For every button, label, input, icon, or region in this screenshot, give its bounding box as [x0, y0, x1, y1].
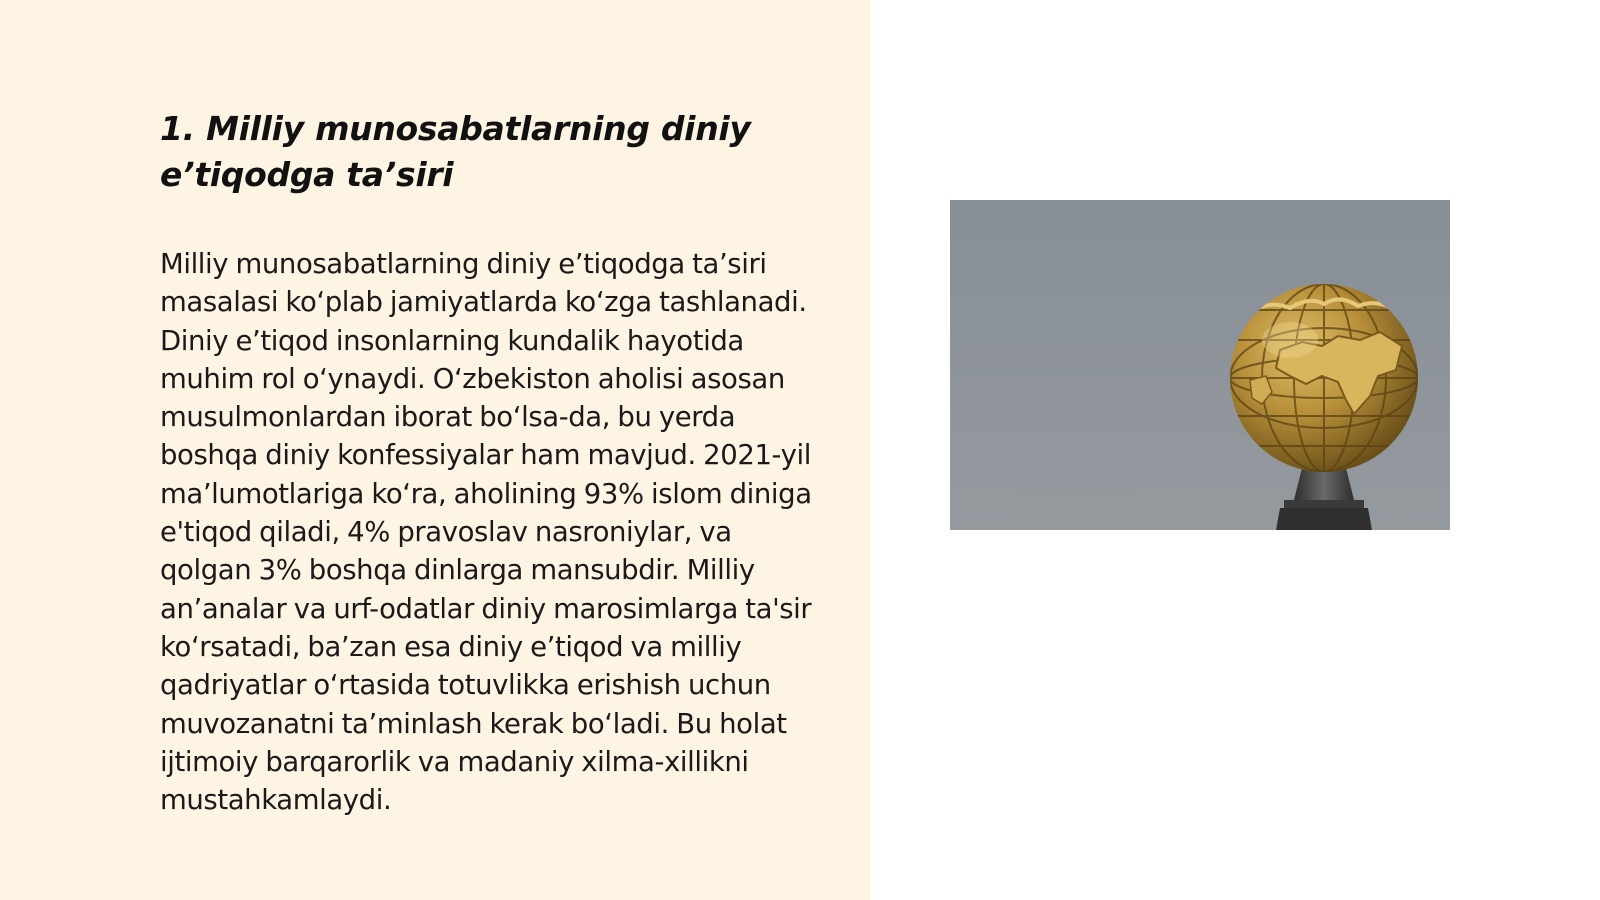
slide-body-text: Milliy munosabatlarning diniy e’tiqodga ta’siri masalasi ko‘plab jamiyatlarda ko‘zga tashlanadi. Diniy e’tiqod insonlarning kundalik hayotida muhim rol o‘ynaydi. O‘zbekiston aholisi asosan musulmonlardan iborat bo‘lsa-da, bu yerda boshqa diniy konfessiyalar ham mavjud. 2021-yil ma’lumotlariga ko‘ra, aholining 93% islom diniga e'tiqod qiladi, 4% pravoslav nasroniylar, va qolgan 3% boshqa dinlarga mansubdir. Milliy an’analar va urf-odatlar diniy marosimlarga ta'sir ko‘rsatadi, ba’zan esa diniy e’tiqod va milliy qadriyatlar o‘rtasida totuvlikka erishish uchun muvozanatni ta’minlash kerak bo‘ladi. Bu holat ijtimoiy barqarorlik va madaniy xilma-xillikni mustahkamlaydi.: [160, 248, 812, 817]
globe-monument-photo: [950, 200, 1450, 530]
slide-title: 1. Milliy munosabatlarning diniy e’tiqodga ta’siri: [160, 109, 751, 194]
